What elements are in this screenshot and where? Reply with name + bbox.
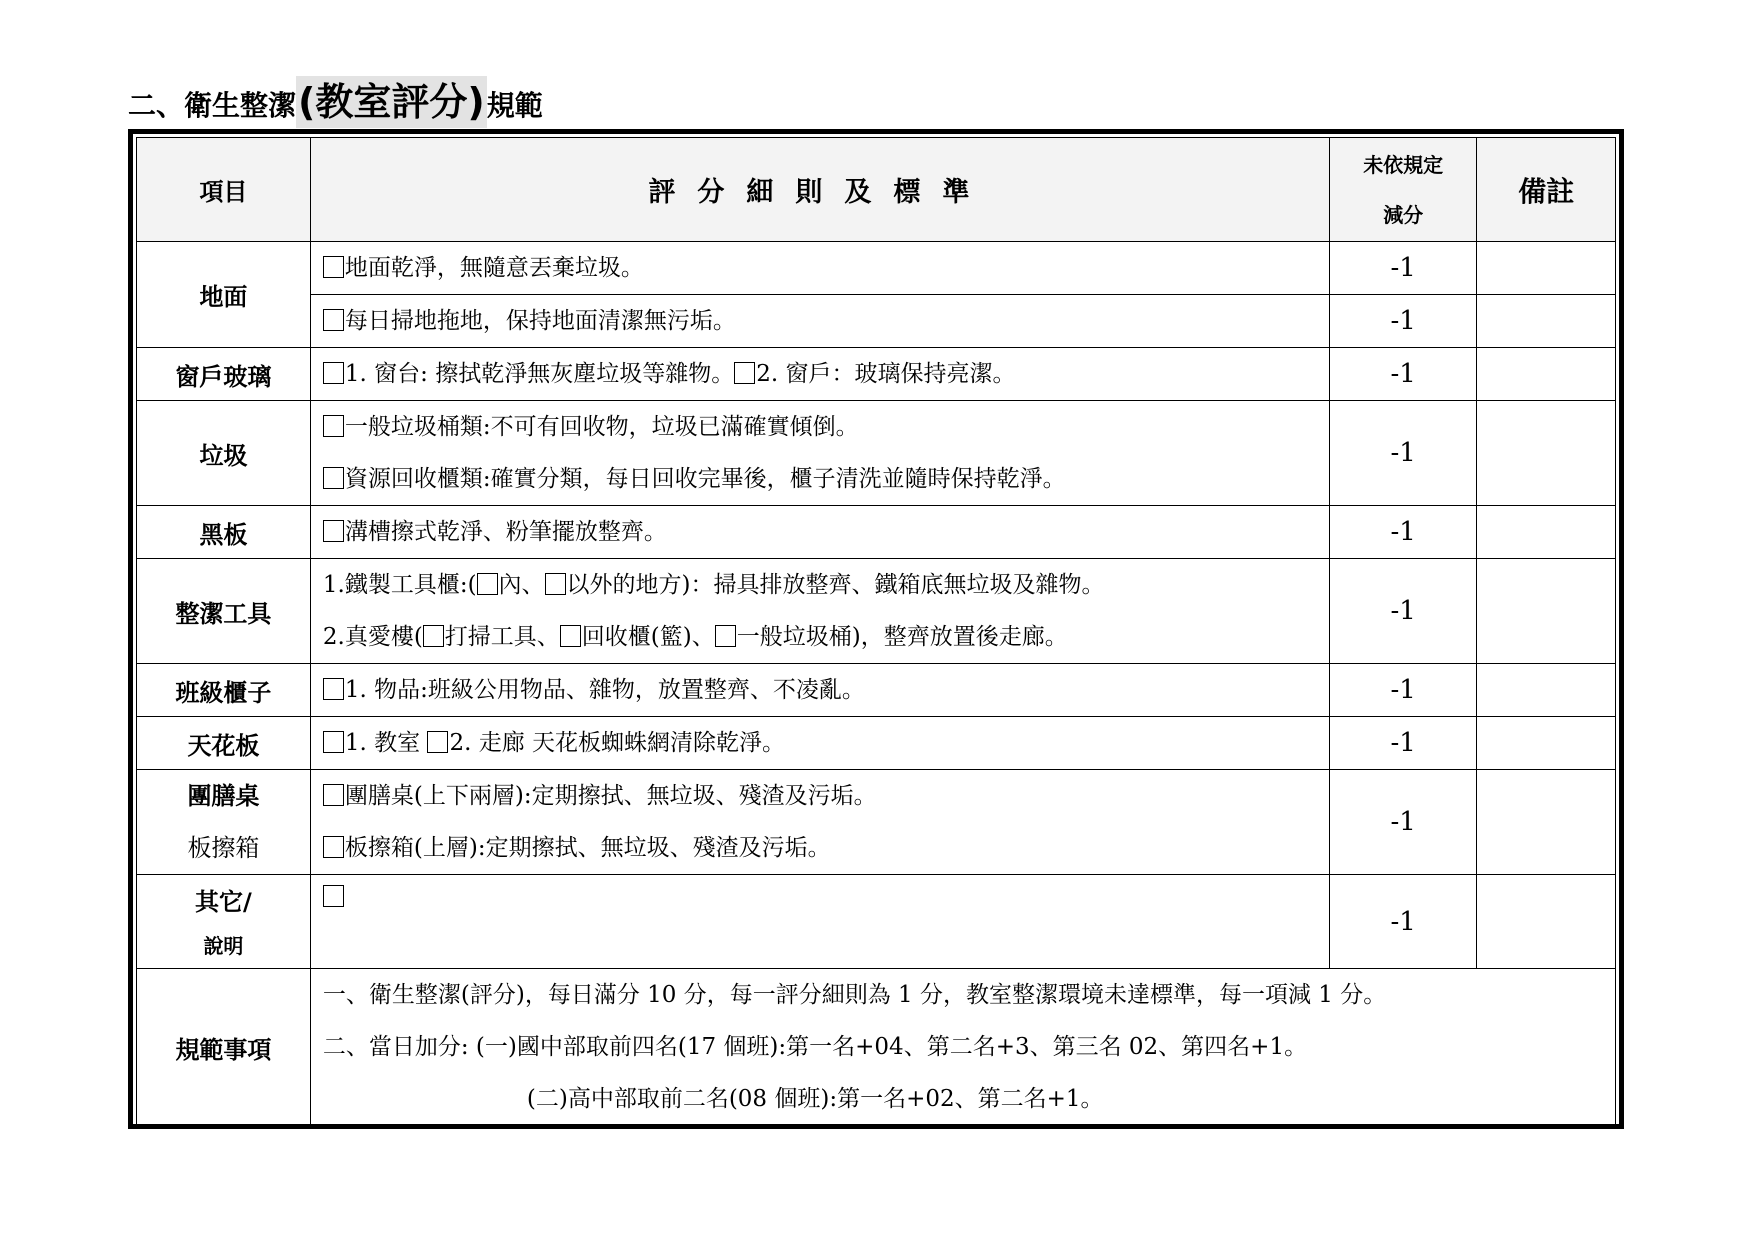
- criteria-cell: [310, 875, 1329, 969]
- table-row: [137, 348, 1616, 401]
- item-dining: [137, 770, 311, 875]
- item-floor: 地面: [137, 242, 311, 348]
- criteria-cell: [310, 401, 1329, 506]
- rules-line: 一、衛生整潔(評分)，每日滿分 10 分，每一評分細則為 1 分，教室整潔環境未達標準，每一項減 1 分。: [322, 982, 1387, 1008]
- criteria-text: 2.真愛樓(: [322, 624, 423, 650]
- note-cell[interactable]: [1477, 664, 1616, 717]
- table-row: [137, 770, 1616, 875]
- checkbox[interactable]: [323, 309, 344, 331]
- deduct-value: -1: [1329, 770, 1477, 875]
- table-row: [137, 717, 1616, 770]
- checkbox[interactable]: [323, 415, 344, 437]
- criteria-cell: [310, 770, 1329, 875]
- header-criteria: 評分細則及標準: [310, 138, 1329, 242]
- criteria-text: 2. 窗戶：玻璃保持亮潔。: [756, 361, 1016, 387]
- criteria-text: 內、: [498, 572, 545, 598]
- table-row: [137, 506, 1616, 559]
- checkbox[interactable]: [323, 885, 344, 907]
- item-dining-line1: 團膳桌: [187, 782, 260, 810]
- rules-line: (二)高中部取前二名(08 個班):第一名+02、第二名+1。: [526, 1086, 1104, 1112]
- criteria-text: 一般垃圾桶類:不可有回收物，垃圾已滿確實傾倒。: [344, 414, 859, 440]
- criteria-cell: [310, 348, 1329, 401]
- item-cabinet: 班級櫃子: [137, 664, 311, 717]
- checkbox[interactable]: [323, 678, 344, 700]
- item-tools: 整潔工具: [137, 559, 311, 664]
- checkbox[interactable]: [323, 784, 344, 806]
- header-row: [137, 138, 1616, 242]
- checkbox[interactable]: [323, 362, 344, 384]
- table-row: [137, 242, 1616, 295]
- item-blackboard: 黑板: [137, 506, 311, 559]
- criteria-cell: [310, 506, 1329, 559]
- checkbox[interactable]: [323, 467, 344, 489]
- criteria-cell: [310, 664, 1329, 717]
- checkbox[interactable]: [323, 256, 344, 278]
- criteria-text: 板擦箱(上層):定期擦拭、無垃圾、殘渣及污垢。: [344, 835, 831, 861]
- criteria-text: 2. 走廊 天花板蜘蛛網清除乾淨。: [449, 730, 786, 756]
- deduct-value: -1: [1329, 664, 1477, 717]
- header-deduct: [1329, 138, 1477, 242]
- note-cell[interactable]: [1477, 295, 1616, 348]
- table-row: [137, 559, 1616, 664]
- deduct-value: -1: [1329, 242, 1477, 295]
- title-prefix: 二、衛生整潔: [128, 89, 297, 122]
- item-rules: 規範事項: [137, 969, 311, 1126]
- checkbox[interactable]: [323, 836, 344, 858]
- note-cell[interactable]: [1477, 559, 1616, 664]
- checkbox[interactable]: [423, 625, 444, 647]
- item-other-line2: 說明: [203, 933, 244, 958]
- note-cell[interactable]: [1477, 875, 1616, 969]
- title-highlight: (教室評分): [296, 76, 487, 128]
- deduct-value: -1: [1329, 559, 1477, 664]
- note-cell[interactable]: [1477, 770, 1616, 875]
- table-row: [137, 875, 1616, 969]
- deduct-value: -1: [1329, 401, 1477, 506]
- checkbox[interactable]: [545, 573, 566, 595]
- rules-line: 二、當日加分: (一)國中部取前四名(17 個班):第一名+04、第二名+3、第三名 02、第四名+1。: [322, 1034, 1308, 1060]
- criteria-text: 團膳桌(上下兩層):定期擦拭、無垃圾、殘渣及污垢。: [344, 783, 877, 809]
- criteria-text: 打掃工具、: [444, 624, 560, 650]
- header-item: 項目: [137, 138, 311, 242]
- note-cell[interactable]: [1477, 242, 1616, 295]
- rules-table-frame: [128, 129, 1624, 1129]
- table-row: [137, 969, 1616, 1126]
- note-cell[interactable]: [1477, 401, 1616, 506]
- table-row: [137, 664, 1616, 717]
- rules-cell: [310, 969, 1615, 1126]
- deduct-value: -1: [1329, 717, 1477, 770]
- note-cell[interactable]: [1477, 348, 1616, 401]
- note-cell[interactable]: [1477, 506, 1616, 559]
- criteria-text: 溝槽擦式乾淨、粉筆擺放整齊。: [344, 519, 667, 545]
- criteria-text: 地面乾淨，無隨意丟棄垃圾。: [344, 255, 644, 281]
- hygiene-rules-table: [136, 137, 1616, 1126]
- criteria-text: 以外的地方)：掃具排放整齊、鐵箱底無垃圾及雜物。: [566, 572, 1105, 598]
- item-window: 窗戶玻璃: [137, 348, 311, 401]
- note-cell[interactable]: [1477, 717, 1616, 770]
- deduct-value: -1: [1329, 506, 1477, 559]
- page-title: [128, 76, 543, 128]
- criteria-cell: [310, 295, 1329, 348]
- checkbox[interactable]: [734, 362, 755, 384]
- criteria-text: 回收櫃(籃)、: [581, 624, 715, 650]
- criteria-text: 每日掃地拖地，保持地面清潔無污垢。: [344, 308, 736, 334]
- criteria-text: 1. 窗台: 擦拭乾淨無灰塵垃圾等雜物。: [344, 361, 735, 387]
- checkbox[interactable]: [427, 731, 448, 753]
- criteria-text: 一般垃圾桶)，整齊放置後走廊。: [736, 624, 1068, 650]
- criteria-cell: [310, 717, 1329, 770]
- header-note: 備註: [1477, 138, 1616, 242]
- criteria-text: 1.鐵製工具櫃:(: [322, 572, 477, 598]
- criteria-cell: [310, 559, 1329, 664]
- criteria-cell: [310, 242, 1329, 295]
- item-other-line1: 其它/: [195, 887, 252, 916]
- checkbox[interactable]: [323, 731, 344, 753]
- item-dining-line2: 板擦箱: [187, 834, 260, 862]
- item-trash: 垃圾: [137, 401, 311, 506]
- checkbox[interactable]: [477, 573, 498, 595]
- deduct-value: -1: [1329, 295, 1477, 348]
- header-deduct-line2: 減分: [1383, 202, 1424, 227]
- header-deduct-line1: 未依規定: [1363, 152, 1444, 177]
- criteria-text: 資源回收櫃類:確實分類，每日回收完畢後，櫃子清洗並隨時保持乾淨。: [344, 466, 1066, 492]
- table-row: [137, 401, 1616, 506]
- deduct-value: -1: [1329, 348, 1477, 401]
- title-suffix: 規範: [486, 89, 543, 122]
- item-other: [137, 875, 311, 969]
- checkbox[interactable]: [715, 625, 736, 647]
- deduct-value: -1: [1329, 875, 1477, 969]
- table-row: [137, 295, 1616, 348]
- criteria-text: 1. 物品:班級公用物品、雜物，放置整齊、不凌亂。: [344, 677, 865, 703]
- item-ceiling: 天花板: [137, 717, 311, 770]
- checkbox[interactable]: [560, 625, 581, 647]
- criteria-text: 1. 教室: [344, 730, 428, 756]
- checkbox[interactable]: [323, 520, 344, 542]
